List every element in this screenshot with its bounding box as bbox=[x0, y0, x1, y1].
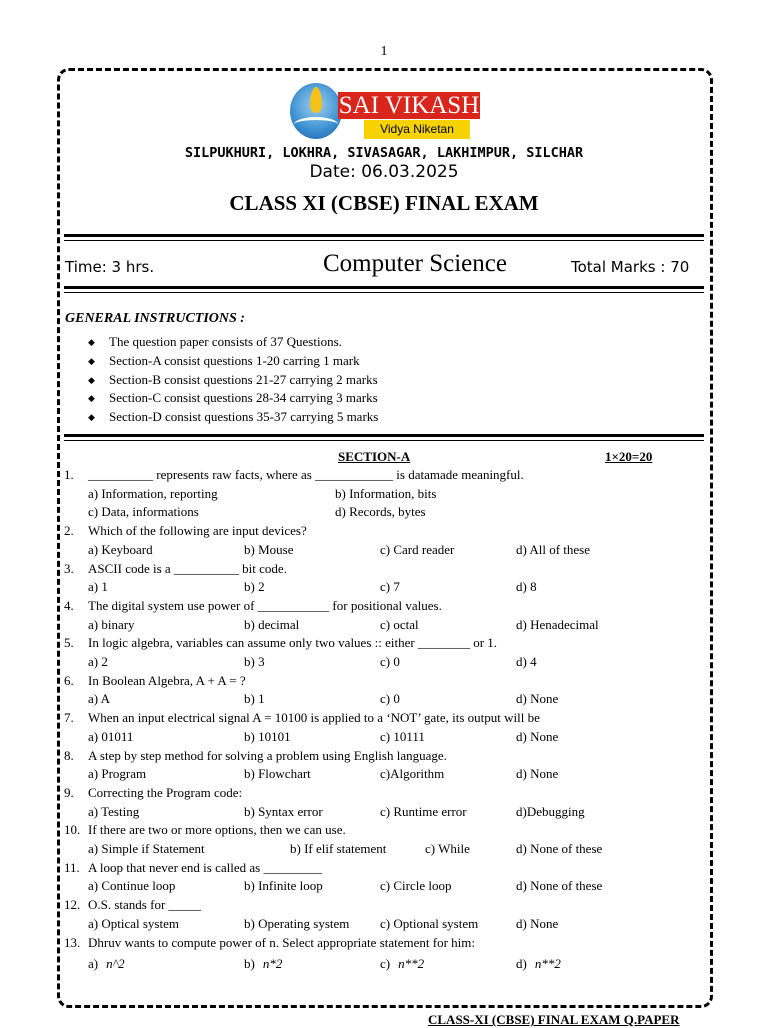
page-number: 1 bbox=[380, 44, 388, 59]
option-a: a) Testing bbox=[88, 803, 140, 819]
option-d: d) None of these bbox=[516, 841, 603, 856]
option-c: c) n**2 bbox=[380, 956, 425, 972]
question-number: 5. bbox=[64, 635, 74, 651]
school-logo bbox=[290, 83, 480, 141]
option-d: d) None bbox=[516, 766, 559, 782]
question-text: The digital system use power of ___________ for positional values. bbox=[88, 597, 442, 613]
option-c: c) Circle loop bbox=[380, 878, 452, 894]
option-expression: n*2 bbox=[262, 956, 283, 972]
option-a: a) 1 bbox=[88, 579, 108, 595]
diamond-bullet-icon: ◆ bbox=[88, 393, 95, 404]
option-b: b) Syntax error bbox=[244, 803, 323, 819]
option-a: a) Optical system bbox=[88, 915, 179, 931]
question-number: 6. bbox=[64, 672, 74, 688]
instruction-item: ◆ Section-A consist questions 1-20 carring 1 mark bbox=[88, 352, 378, 371]
question-number: 1. bbox=[64, 467, 74, 482]
subject-title: Computer Science bbox=[323, 250, 507, 277]
option-b: b) Operating system bbox=[244, 915, 350, 931]
question-text: Correcting the Program code: bbox=[88, 784, 243, 800]
school-address: SILPUKHURI, LOKHRA, SIVASAGAR, LAKHIMPUR, SILCHAR bbox=[184, 145, 584, 161]
option-c: c) 0 bbox=[380, 691, 400, 707]
option-d: d) All of these bbox=[516, 541, 591, 557]
option-a: a) n^2 bbox=[88, 956, 125, 972]
option-d: d) 4 bbox=[516, 654, 537, 669]
divider-top bbox=[64, 234, 704, 241]
section-title: SECTION-A bbox=[338, 449, 411, 464]
option-b: b) decimal bbox=[244, 616, 300, 632]
option-expression: n**2 bbox=[534, 956, 561, 972]
footer-label: CLASS-XI (CBSE) FINAL EXAM Q.PAPER bbox=[428, 1012, 680, 1027]
option-b: b) Information, bits bbox=[335, 485, 437, 501]
total-marks: Total Marks : 70 bbox=[571, 258, 690, 276]
exam-title: CLASS XI (CBSE) FINAL EXAM bbox=[229, 191, 539, 215]
option-expression: n**2 bbox=[398, 956, 425, 972]
diamond-bullet-icon: ◆ bbox=[88, 374, 95, 385]
logo-subtitle: Vidya Niketan bbox=[380, 122, 454, 136]
option-d: d) 8 bbox=[516, 579, 537, 595]
option-b: b) n*2 bbox=[244, 956, 283, 972]
option-c: c)Algorithm bbox=[380, 766, 445, 782]
instruction-item: ◆ The question paper consists of 37 Questions. bbox=[88, 333, 378, 352]
question-text: In Boolean Algebra, A + A = ? bbox=[88, 672, 246, 688]
question-text: A step by step method for solving a problem using English language. bbox=[88, 747, 447, 763]
option-expression: n^2 bbox=[106, 956, 125, 972]
divider-section bbox=[64, 434, 704, 441]
option-a: a) binary bbox=[88, 616, 135, 632]
question-text: A loop that never end is called as _________ bbox=[88, 859, 322, 875]
option-d: d) None bbox=[516, 728, 559, 744]
instructions-list bbox=[88, 333, 378, 427]
option-c: c) Optional system bbox=[380, 915, 479, 931]
option-b: b) Flowchart bbox=[244, 766, 311, 782]
question-text: In logic algebra, variables can assume only two values :: either ________ or 1. bbox=[88, 635, 498, 651]
question-text: When an input electrical signal A = 10100 is applied to a ‘NOT’ gate, its output will be bbox=[88, 710, 540, 726]
question-number: 4. bbox=[64, 597, 74, 613]
question-text: ASCII code is a __________ bit code. bbox=[88, 560, 287, 576]
logo-name: SAI VIKASH bbox=[338, 92, 480, 119]
option-d: d) Records, bytes bbox=[335, 504, 426, 520]
exam-time: Time: 3 hrs. bbox=[65, 258, 155, 276]
option-a: a) A bbox=[88, 691, 111, 707]
option-a: a) Program bbox=[88, 766, 147, 782]
option-c: c) octal bbox=[380, 616, 419, 632]
option-d: d)Debugging bbox=[516, 803, 585, 819]
option-b: b) If elif statement bbox=[290, 841, 387, 856]
option-b: b) 1 bbox=[244, 691, 265, 707]
option-c: c) Runtime error bbox=[380, 803, 467, 819]
question-text: O.S. stands for _____ bbox=[88, 897, 202, 913]
option-b: b) 3 bbox=[244, 654, 265, 669]
option-c: c) 0 bbox=[380, 654, 400, 669]
divider-info bbox=[64, 286, 704, 293]
question-number: 10. bbox=[64, 822, 81, 838]
question-number: 7. bbox=[64, 710, 74, 726]
option-b: b) Infinite loop bbox=[244, 878, 323, 894]
question-number: 12. bbox=[64, 897, 81, 913]
option-c: c) Card reader bbox=[380, 541, 455, 557]
option-a: a) Continue loop bbox=[88, 878, 176, 894]
question-text: __________ represents raw facts, where as ____________ is datamade meaningful. bbox=[88, 467, 524, 482]
question-text: If there are two or more options, then we can use. bbox=[88, 822, 346, 838]
question-number: 9. bbox=[64, 784, 74, 800]
option-d: d) None bbox=[516, 691, 559, 707]
option-a: a) Keyboard bbox=[88, 541, 153, 557]
question-text: Which of the following are input devices? bbox=[88, 523, 307, 539]
option-a: a) Information, reporting bbox=[88, 485, 218, 501]
section-marks: 1×20=20 bbox=[605, 449, 653, 464]
option-a: a) Simple if Statement bbox=[88, 841, 205, 856]
question-text: Dhruv wants to compute power of n. Select appropriate statement for him: bbox=[88, 934, 476, 950]
exam-date: Date: 06.03.2025 bbox=[309, 162, 459, 182]
option-d: d) n**2 bbox=[516, 956, 561, 972]
option-d: d) Henadecimal bbox=[516, 616, 599, 632]
option-b: b) 10101 bbox=[244, 728, 291, 744]
instruction-item: ◆ Section-B consist questions 21-27 carrying 2 marks bbox=[88, 371, 378, 390]
option-a: a) 01011 bbox=[88, 728, 134, 744]
instructions-heading: GENERAL INSTRUCTIONS : bbox=[65, 311, 245, 326]
option-d: d) None bbox=[516, 915, 559, 931]
question-number: 3. bbox=[64, 560, 74, 576]
diamond-bullet-icon: ◆ bbox=[88, 412, 95, 422]
instruction-item: ◆ Section-C consist questions 28-34 carrying 3 marks bbox=[88, 389, 378, 408]
option-c: c) 7 bbox=[380, 579, 400, 595]
option-c: c) Data, informations bbox=[88, 504, 199, 520]
option-b: b) 2 bbox=[244, 579, 265, 595]
option-b: b) Mouse bbox=[244, 541, 294, 557]
instruction-item: ◆ Section-D consist questions 35-37 carrying 5 marks bbox=[88, 408, 378, 427]
question-number: 8. bbox=[64, 747, 74, 763]
option-c: c) 10111 bbox=[380, 728, 425, 744]
question-number: 11. bbox=[64, 859, 80, 875]
option-c: c) While bbox=[425, 841, 470, 856]
question-number: 2. bbox=[64, 523, 74, 539]
question-number: 13. bbox=[64, 934, 81, 950]
option-a: a) 2 bbox=[88, 654, 108, 669]
diamond-bullet-icon: ◆ bbox=[88, 337, 95, 347]
option-d: d) None of these bbox=[516, 878, 603, 894]
book-icon bbox=[294, 117, 338, 132]
diamond-bullet-icon: ◆ bbox=[88, 355, 95, 366]
